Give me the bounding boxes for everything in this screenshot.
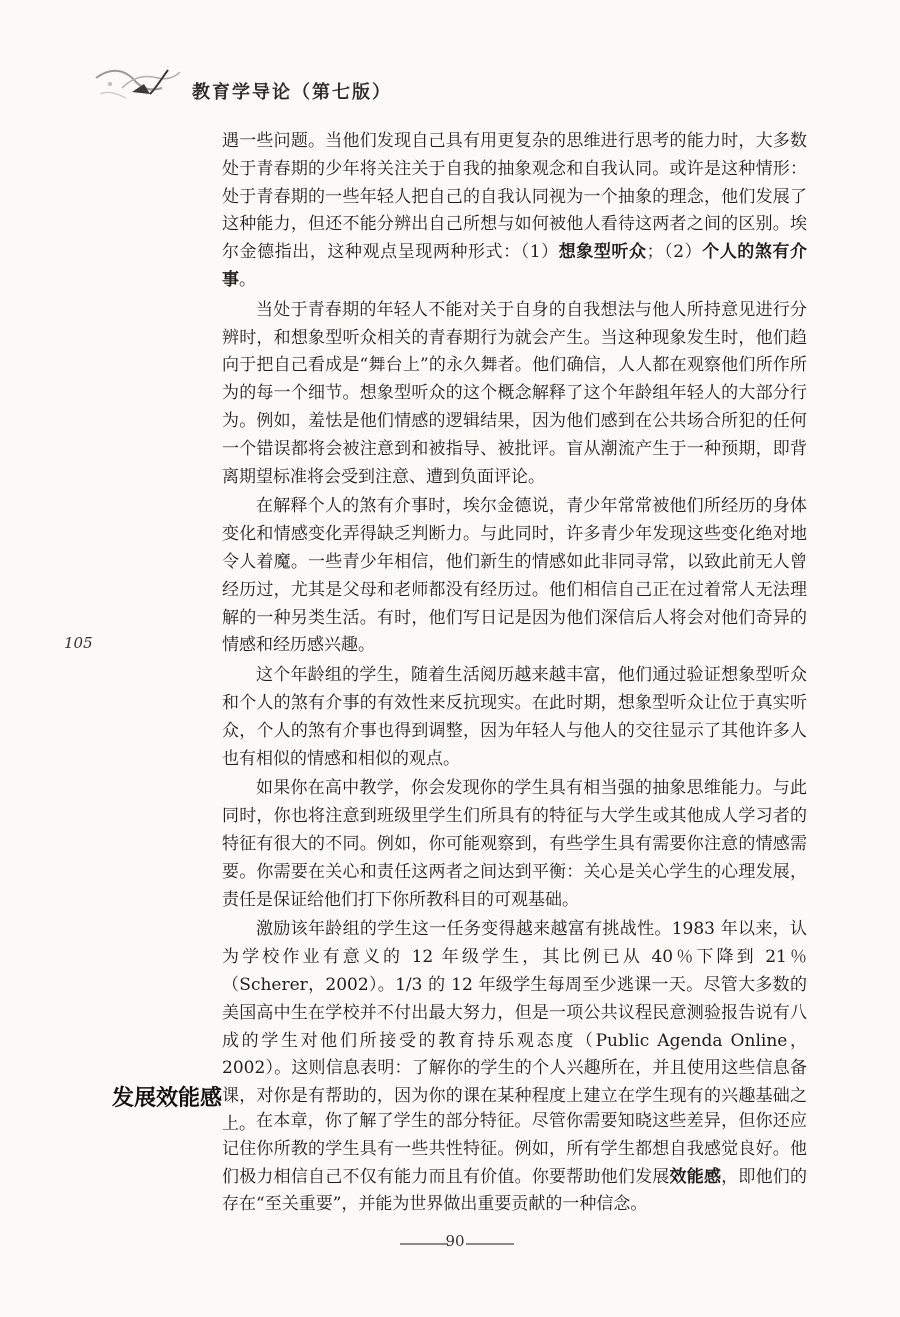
term-imaginary-audience: 想象型听众: [558, 242, 647, 263]
margin-number: 105: [64, 634, 93, 652]
paragraph: 在解释个人的煞有介事时，埃尔金德说，青少年常常被他们所经历的身体变化和情感变化弄得缺乏判断力。与此同时，许多青少年发现这些变化绝对地令人着魔。一些青少年相信，他们新生的情感如此非同寻常，以致此前无人曾经历过，尤其是父母和老师都没有经历过。他们相信自己正在过着常人无法理解的一种另类生活。有时，他们写日记是因为他们深信后人将会对他们奇异的情感和经历感兴趣。: [222, 496, 807, 656]
section-text-block: [222, 1108, 807, 1221]
page-footer: [380, 1232, 530, 1256]
paragraph: 在本章，你了解了学生的部分特征。尽管你需要知晓这些差异，但你还应记住你所教的学生具有一些共性特征。例如，所有学生都想自我感觉良好。他们极力相信自己不仅有能力而且有价值。你要帮助他们发展效能感，即他们的存在“至关重要”，并能为世界做出重要贡献的一种信念。: [222, 1111, 808, 1215]
paragraph: 当处于青春期的年轻人不能对关于自身的自我想法与他人所持意见进行分辨时，和想象型听众相关的青春期行为就会产生。当这种现象发生时，他们趋向于把自己看成是“舞台上”的永久舞者。他们确信，人人都在观察他们所作所为的每一个细节。想象型听众的这个概念解释了这个年龄组年轻人的大部分行为。例如，羞怯是他们情感的逻辑结果，因为他们感到在公共场合所犯的任何一个错误都将会被注意到和被指导、被批评。盲从潮流产生于一种预期，即背离期望标准将会受到注意、遭到负面评论。: [222, 299, 807, 487]
page-number: 90: [445, 1232, 465, 1250]
main-text-block: [222, 128, 807, 1141]
paragraph: 遇一些问题。当他们发现自己具有用更复杂的思维进行思考的能力时，大多数处于青春期的少年将关注关于自我的抽象观念和自我认同。或许是这种情形：处于青春期的一些年轻人把自己的自我认同视为一个抽象的理念，他们发展了这种能力，但还不能分辨出自己所想与如何被他人看待这两者之间的区别。埃尔金德指出，这种观点呈现两种形式：（1）想象型听众；（2）个人的煞有介事。: [222, 131, 808, 290]
running-title: 教育学导论（第七版）: [192, 82, 392, 103]
section-heading: 发展效能感: [112, 1086, 223, 1111]
term-sense-of-efficacy: 效能感: [669, 1166, 722, 1187]
paragraph: 如果你在高中教学，你会发现你的学生具有相当强的抽象思维能力。与此同时，你也将注意到班级里学生们所具有的特征与大学生或其他成人学习者的特征有很大的不同。例如，你可能观察到，有些学生具有需要你注意的情感需要。你需要在关心和责任这两者之间达到平衡：关心是关心学生的心理发展，责任是保证给他们打下你所教科目的可观基础。: [222, 778, 807, 910]
paragraph: 激励该年龄组的学生这一任务变得越来越富有挑战性。1983 年以来，认为学校作业有意义的 12 年级学生，其比例已从 40％下降到 21％（Scherer，2002）。1/3 的 12 年级学生每周至少逃课一天。尽管大多数的美国高中生在学校并不付出最大努力，但是一项公共议程民意测验报告说有八成的学生对他们所接受的教育持乐观态度（Public Agenda Online，2002）。这则信息表明：了解你的学生的个人兴趣所在，并且使用这些信息备课，对你是有帮助的，因为你的课在某种程度上建立在学生现有的兴趣基础之上。: [222, 919, 807, 1134]
paragraph: 这个年龄组的学生，随着生活阅历越来越丰富，他们通过验证想象型听众和个人的煞有介事的有效性来反抗现实。在此时期，想象型听众让位于真实听众，个人的煞有介事也得到调整，因为年轻人与他人的交往显示了其他许多人也有相似的情感和相似的观点。: [222, 665, 807, 769]
decorative-bird-icon: [92, 48, 184, 104]
term-personal-fable: 个人的煞有介事: [222, 242, 808, 290]
